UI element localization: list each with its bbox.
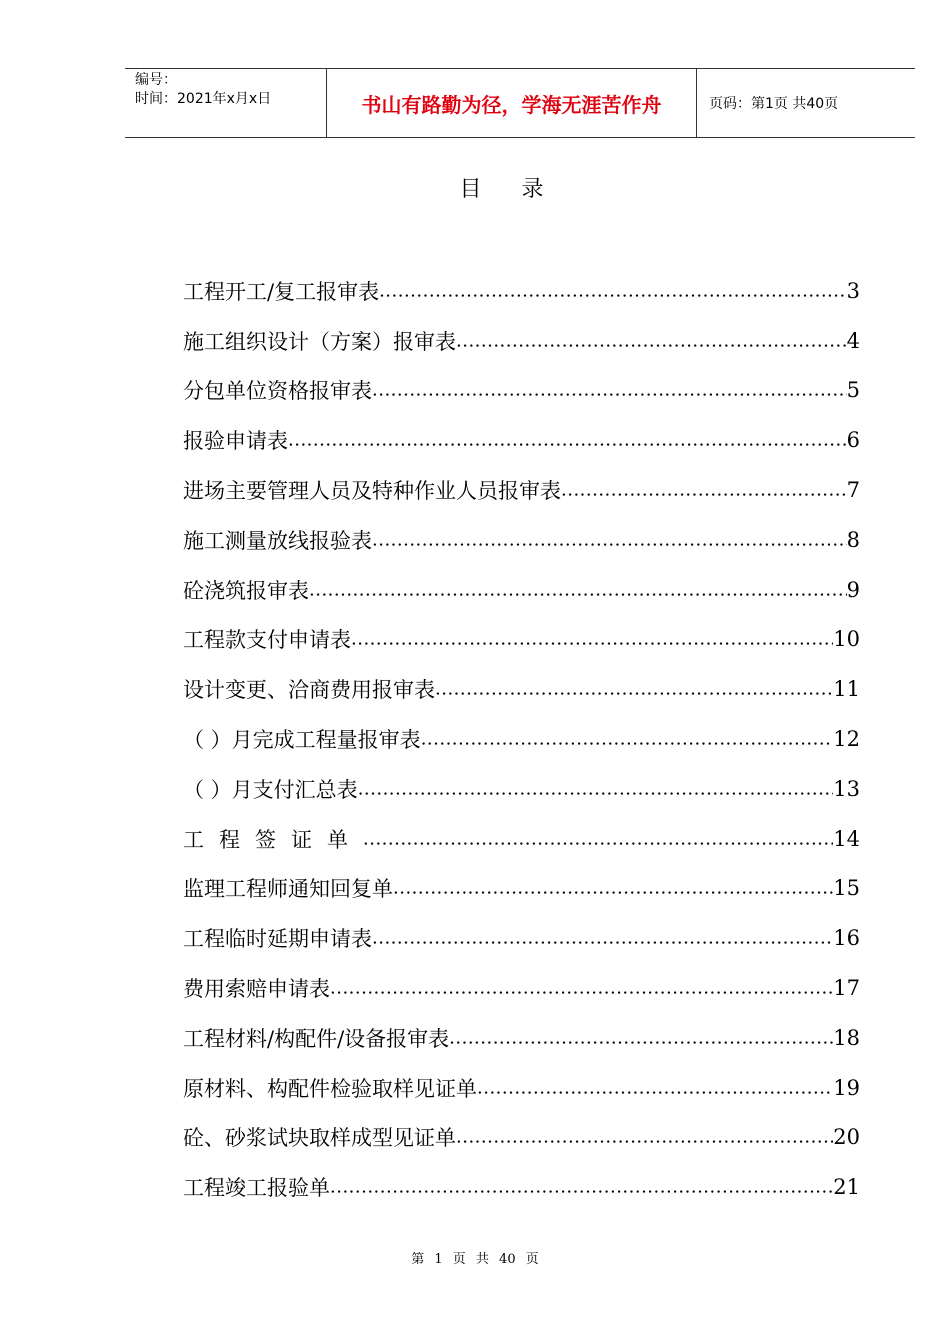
toc-item-label: 报验申请表 <box>183 429 288 454</box>
toc-item-label: 原材料、构配件检验取样见证单 <box>183 1076 477 1101</box>
toc-item-label: 施工组织设计（方案）报审表 <box>183 329 456 354</box>
toc-item[interactable] <box>183 764 860 814</box>
toc-item-page: 17 <box>833 976 860 1001</box>
toc-item-page: 10 <box>833 627 860 652</box>
toc-item-label: 分包单位资格报审表 <box>183 379 372 404</box>
toc-item[interactable] <box>183 963 860 1013</box>
toc-item-page: 7 <box>846 478 860 503</box>
toc-item-label: 工程款支付申请表 <box>183 628 351 653</box>
toc-item-label: 进场主要管理人员及特种作业人员报审表 <box>183 479 561 504</box>
toc-item-label: 砼、砂浆试块取样成型见证单 <box>183 1126 456 1151</box>
toc-item[interactable] <box>183 415 860 465</box>
toc-leader-dots <box>330 1162 833 1212</box>
toc-leader-dots <box>372 913 833 963</box>
toc-item-page: 16 <box>833 926 860 951</box>
toc-item-page: 15 <box>833 876 860 901</box>
page-title: 目录 <box>459 177 584 202</box>
time-label: 时间：2021年x月x日 <box>135 91 272 107</box>
toc-item[interactable] <box>183 1162 860 1212</box>
toc-leader-dots <box>372 515 847 565</box>
toc-item[interactable] <box>183 366 860 416</box>
table-of-contents <box>183 266 860 1212</box>
toc-item[interactable] <box>183 316 860 366</box>
toc-item-page: 13 <box>833 776 860 801</box>
toc-item-label: 砼浇筑报审表 <box>183 578 309 603</box>
toc-item-label: 监理工程师通知回复单 <box>183 877 393 902</box>
toc-leader-dots <box>456 316 847 366</box>
toc-leader-dots <box>363 814 833 864</box>
toc-item-label: 工程开工/复工报审表 <box>183 279 380 304</box>
toc-item-label: 工程签证单 <box>183 827 363 852</box>
toc-item-label: 费用索赔申请表 <box>183 977 330 1002</box>
toc-leader-dots <box>309 565 847 615</box>
toc-leader-dots <box>456 1113 833 1163</box>
toc-leader-dots <box>421 714 834 764</box>
toc-item-page: 6 <box>846 428 860 453</box>
toc-item[interactable] <box>183 565 860 615</box>
toc-leader-dots <box>372 366 847 416</box>
page-footer: 第 1 页 共 40 页 <box>411 1252 539 1267</box>
toc-item-label: 工程材料/构配件/设备报审表 <box>183 1026 450 1051</box>
toc-leader-dots <box>288 415 847 465</box>
toc-item-page: 14 <box>833 826 860 851</box>
toc-leader-dots <box>561 465 847 515</box>
header-meta <box>125 69 327 137</box>
toc-item[interactable] <box>183 664 860 714</box>
toc-item[interactable] <box>183 1113 860 1163</box>
toc-item[interactable] <box>183 615 860 665</box>
toc-item-page: 21 <box>833 1175 860 1200</box>
toc-item[interactable] <box>183 1013 860 1063</box>
toc-leader-dots <box>379 266 847 316</box>
toc-item-page: 8 <box>846 527 860 552</box>
toc-item[interactable] <box>183 515 860 565</box>
toc-item-page: 18 <box>833 1025 860 1050</box>
toc-item[interactable] <box>183 814 860 864</box>
toc-item-page: 19 <box>833 1075 860 1100</box>
toc-item-label: 工程竣工报验单 <box>183 1176 330 1201</box>
toc-item[interactable] <box>183 864 860 914</box>
toc-item[interactable] <box>183 913 860 963</box>
toc-leader-dots <box>477 1063 833 1113</box>
toc-leader-dots <box>435 664 833 714</box>
toc-item-label: （ ）月完成工程量报审表 <box>183 728 421 753</box>
toc-item-page: 12 <box>833 727 860 752</box>
toc-item-label: 工程临时延期申请表 <box>183 927 372 952</box>
toc-leader-dots <box>351 615 833 665</box>
toc-item-page: 4 <box>846 328 860 353</box>
toc-item[interactable] <box>183 266 860 316</box>
toc-leader-dots <box>393 864 833 914</box>
toc-item[interactable] <box>183 714 860 764</box>
header-page-info: 页码：第1页 共40页 <box>709 96 839 112</box>
toc-leader-dots <box>330 963 833 1013</box>
toc-leader-dots <box>358 764 834 814</box>
toc-leader-dots <box>449 1013 833 1063</box>
page-header <box>125 68 915 138</box>
toc-item-page: 20 <box>833 1125 860 1150</box>
toc-item-label: 施工测量放线报验表 <box>183 528 372 553</box>
toc-item-page: 11 <box>833 677 860 702</box>
toc-item-label: （ ）月支付汇总表 <box>183 777 358 802</box>
header-motto: 书山有路勤为径，学海无涯苦作舟 <box>327 69 697 137</box>
toc-item-label: 设计变更、洽商费用报审表 <box>183 678 435 703</box>
toc-item-page: 9 <box>846 577 860 602</box>
toc-item-page: 3 <box>846 278 860 303</box>
toc-item[interactable] <box>183 1063 860 1113</box>
toc-item-page: 5 <box>846 378 860 403</box>
toc-item[interactable] <box>183 465 860 515</box>
serial-label: 编号： <box>135 72 177 88</box>
